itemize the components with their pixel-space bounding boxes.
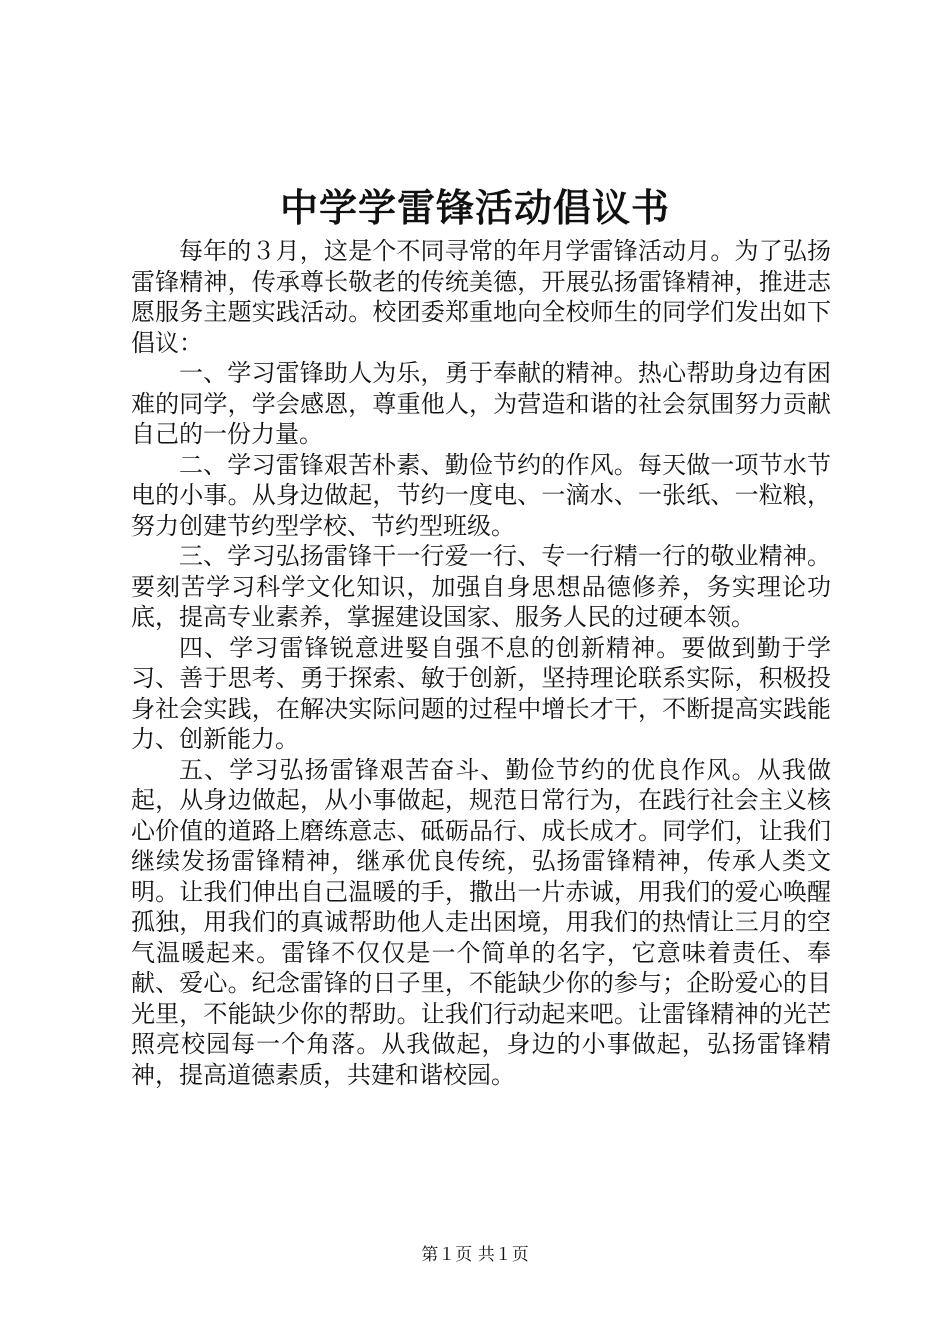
paragraph-point-3: 三、学习弘扬雷锋干一行爱一行、专一行精一行的敬业精神。要刻苦学习科学文化知识，加强自身思想品德修养，务实理论功底，提高专业素养，掌握建设国家、服务人民的过硬本领。 <box>131 542 831 631</box>
document-body <box>131 236 831 1090</box>
paragraph-point-5: 五、学习弘扬雷锋艰苦奋斗、勤俭节约的优良作风。从我做起，从身边做起，从小事做起，规范日常行为，在践行社会主义核心价值的道路上磨练意志、砥砺品行、成长成才。同学们，让我们继续发扬雷锋精神，继承优良传统，弘扬雷锋精神，传承人类文明。让我们伸出自己温暖的手，撒出一片赤诚，用我们的爱心唤醒孤独，用我们的真诚帮助他人走出困境，用我们的热情让三月的空气温暖起来。雷锋不仅仅是一个简单的名字，它意味着责任、奉献、爱心。纪念雷锋的日子里，不能缺少你的参与；企盼爱心的目光里，不能缺少你的帮助。让我们行动起来吧。让雷锋精神的光芒照亮校园每一个角落。从我做起，身边的小事做起，弘扬雷锋精神，提高道德素质，共建和谐校园。 <box>131 755 831 1089</box>
paragraph-point-4: 四、学习雷锋锐意进婜自强不息的创新精神。要做到勤于学习、善于思考、勇于探索、敏于创新，坚持理论联系实际，积极投身社会实践，在解决实际问题的过程中增长才干，不断提高实践能力、创新能力。 <box>131 633 831 753</box>
paragraph-point-1: 一、学习雷锋助人为乐，勇于奉献的精神。热心帮助身边有困难的同学，学会感恩，尊重他人，为营造和谐的社会氛围努力贡献自己的一份力量。 <box>131 359 831 448</box>
paragraph-intro: 每年的３月，这是个不同寻常的年月学雷锋活动月。为了弘扬雷锋精神，传承尊长敬老的传统美德，开展弘扬雷锋精神，推进志愿服务主题实践活动。校团委郑重地向全校师生的同学们发出如下倡议： <box>131 237 831 357</box>
page-footer: 第１页 共１页 <box>421 1245 529 1265</box>
paragraph-point-2: 二、学习雷锋艰苦朴素、勤俭节约的作风。每天做一项节水节电的小事。从身边做起，节约一度电、一滴水、一张纸、一粒粮，努力创建节约型学校、节约型班级。 <box>131 450 831 540</box>
document-title: 中学学雷锋活动倡议书 <box>279 185 670 230</box>
